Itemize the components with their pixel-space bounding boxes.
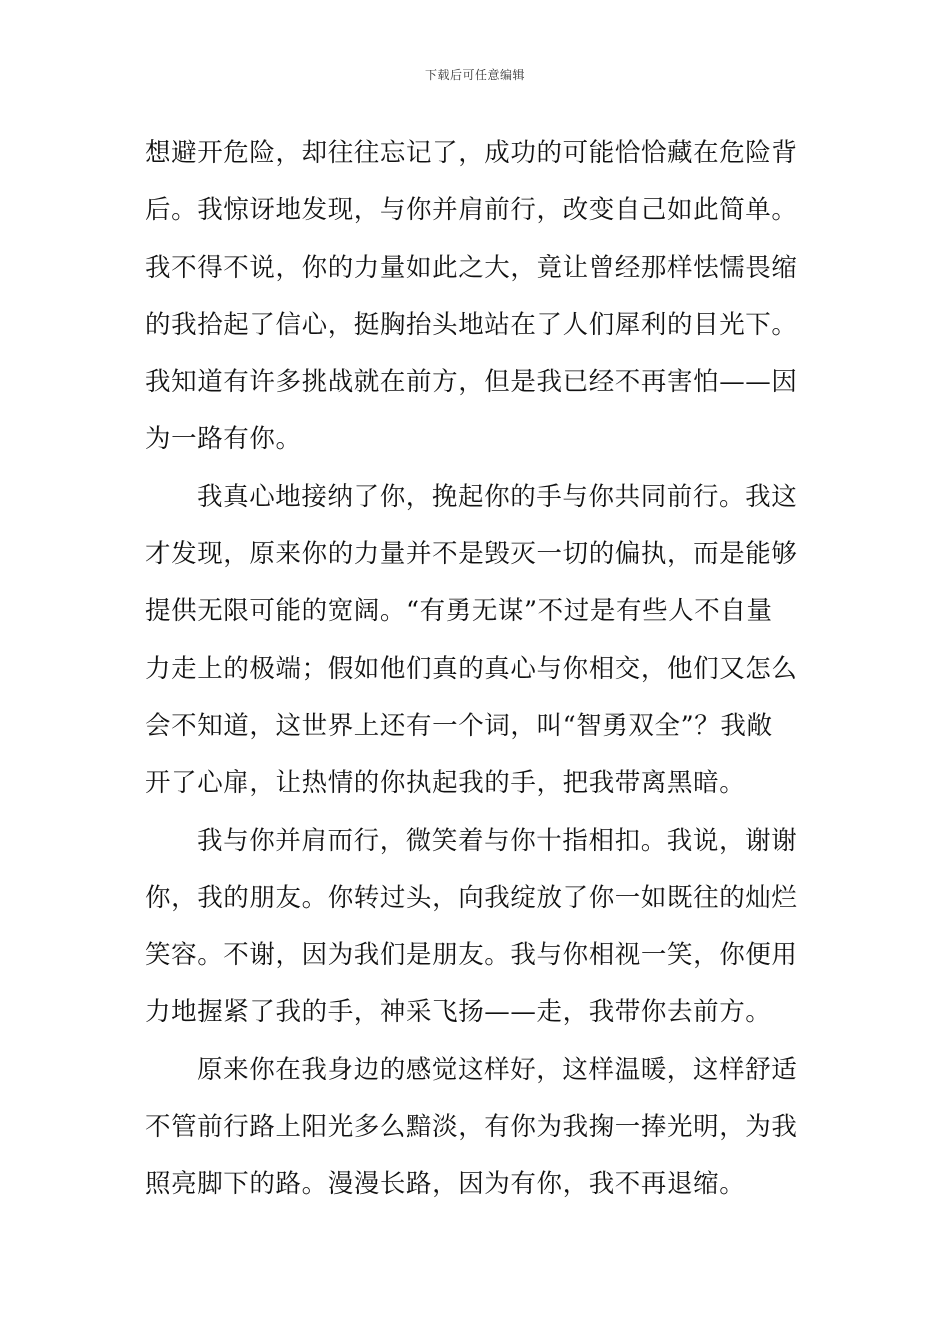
text-line-3: 我不得不说，你的力量如此之大，竟让曾经那样怯懦畏缩 bbox=[145, 252, 798, 283]
text-line-10: 力走上的极端；假如他们真的真心与你相交，他们又怎么 bbox=[145, 653, 798, 684]
text-line-1: 想避开危险，却往往忘记了，成功的可能恰恰藏在危险背 bbox=[145, 138, 798, 168]
text-line-8: 才发现，原来你的力量并不是毁灭一切的偏执，而是能够 bbox=[145, 539, 798, 570]
text-line-4: 的我拾起了信心，挺胸抬头地站在了人们犀利的目光下。 bbox=[145, 309, 798, 340]
essay-body bbox=[145, 125, 807, 1214]
text-line-2: 后。我惊讶地发现，与你并肩前行，改变自己如此简单。 bbox=[145, 195, 798, 226]
text-line-6: 为一路有你。 bbox=[145, 424, 302, 455]
text-line-12: 开了心扉，让热情的你执起我的手，把我带离黑暗。 bbox=[145, 768, 746, 799]
text-line-18: 不管前行路上阳光多么黯淡，有你为我掬一捧光明，为我 bbox=[145, 1112, 798, 1143]
text-line-13: 我与你并肩而行，微笑着与你十指相扣。我说，谢谢 bbox=[197, 825, 798, 856]
text-line-15: 笑容。不谢，因为我们是朋友。我与你相视一笑，你便用 bbox=[145, 940, 798, 971]
text-line-19: 照亮脚下的路。漫漫长路，因为有你，我不再退缩。 bbox=[145, 1169, 746, 1200]
text-line-11: 会不知道，这世界上还有一个词，叫“智勇双全”？我敞 bbox=[145, 710, 773, 741]
text-line-5: 我知道有许多挑战就在前方，但是我已经不再害怕——因 bbox=[145, 367, 798, 398]
text-line-9: 提供无限可能的宽阔。“有勇无谋”不过是有些人不自量 bbox=[145, 596, 773, 627]
text-line-7: 我真心地接纳了你，挽起你的手与你共同前行。我这 bbox=[197, 481, 798, 512]
page-header: 下载后可任意编辑 bbox=[424, 68, 525, 82]
text-line-16: 力地握紧了我的手，神采飞扬——走，我带你去前方。 bbox=[145, 997, 772, 1028]
text-line-14: 你，我的朋友。你转过头，向我绽放了你一如既往的灿烂 bbox=[145, 882, 798, 913]
text-line-17: 原来你在我身边的感觉这样好，这样温暖，这样舒适 bbox=[197, 1054, 798, 1085]
